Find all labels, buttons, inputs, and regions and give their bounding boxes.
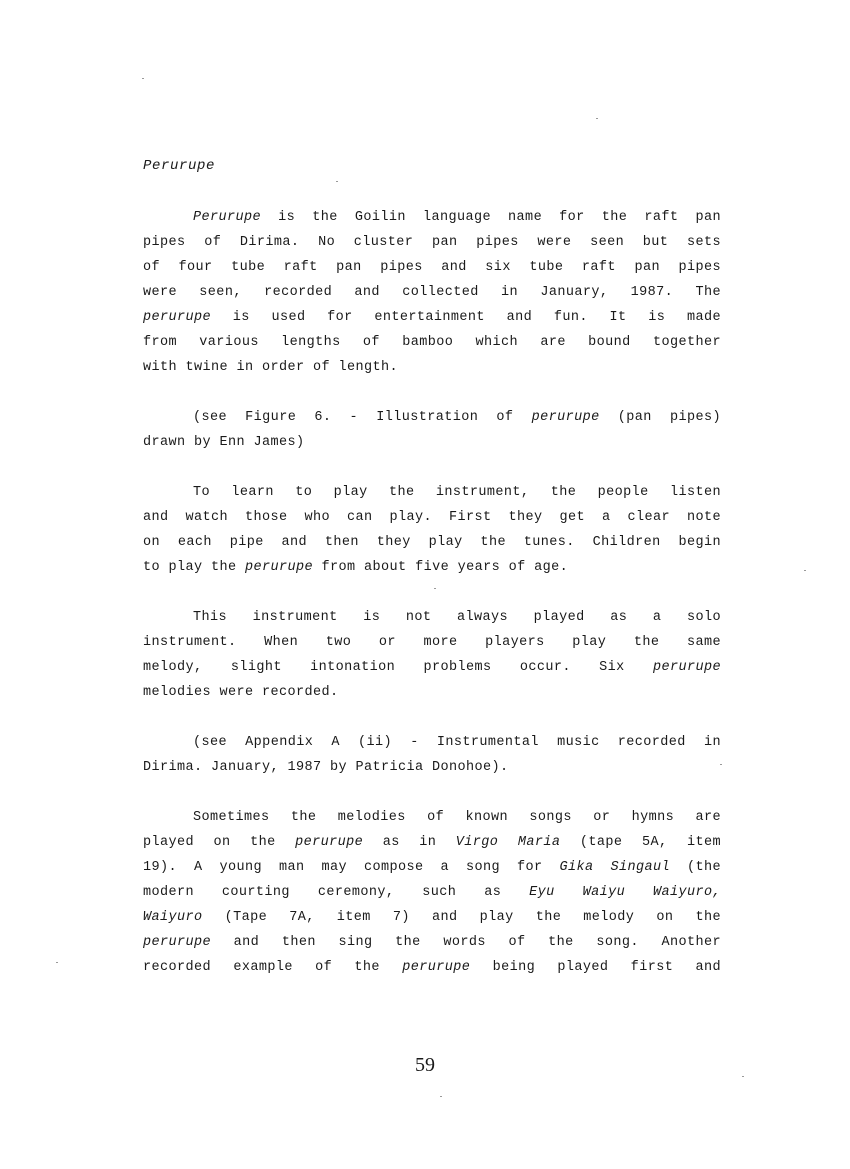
paragraph [143, 608, 721, 708]
scan-speck [142, 78, 144, 79]
text-line [143, 433, 721, 458]
italic-term: perurupe [245, 560, 314, 575]
text-line [143, 933, 721, 958]
page-number: 59 [415, 1054, 435, 1076]
italic-term: Waiyuro [143, 910, 203, 925]
text-run: from various lengths of bamboo which are bound together [143, 335, 721, 350]
text-run: melody, slight intonation problems occur. Six [143, 660, 653, 675]
text-run: pipes of Dirima. No cluster pan pipes were seen but sets [143, 235, 721, 250]
text-run: (see Appendix A (ii) - Instrumental music recorded in [193, 735, 721, 750]
text-run: instrument. When two or more players play the same [143, 635, 721, 650]
text-line [143, 758, 721, 783]
text-line [143, 308, 721, 333]
text-line [143, 258, 721, 283]
text-line [143, 958, 721, 983]
scan-speck [440, 1096, 442, 1097]
scan-speck [56, 962, 58, 963]
text-run: with twine in order of length. [143, 360, 399, 375]
text-run: from about five years of age. [313, 560, 569, 575]
text-run: To learn to play the instrument, the people listen [193, 485, 721, 500]
text-line [143, 208, 721, 233]
scan-speck [804, 570, 806, 571]
text-run: being played first and [470, 960, 721, 975]
text-line [143, 883, 721, 908]
text-line [143, 483, 721, 508]
text-line [143, 358, 721, 383]
body-text [143, 208, 721, 1008]
text-line [143, 658, 721, 683]
text-run: melodies were recorded. [143, 685, 339, 700]
italic-term: perurupe [143, 310, 212, 325]
text-run: (pan pipes) [599, 410, 721, 425]
italic-term: Perurupe [193, 210, 262, 225]
text-line [143, 733, 721, 758]
scan-speck [336, 181, 338, 182]
text-run: is used for entertainment and fun. It is made [211, 310, 721, 325]
text-run: on each pipe and then they play the tunes. Children begin [143, 535, 721, 550]
text-run: (Tape 7A, item 7) and play the melody on the [202, 910, 721, 925]
italic-term: Gika Singaul [559, 860, 670, 875]
italic-term: Virgo Maria [455, 835, 561, 850]
text-run: drawn by Enn James) [143, 435, 305, 450]
text-line [143, 808, 721, 833]
text-run: (the [669, 860, 721, 875]
text-line [143, 858, 721, 883]
text-line [143, 558, 721, 583]
text-line [143, 233, 721, 258]
text-run: to play the [143, 560, 246, 575]
text-line [143, 633, 721, 658]
paragraph [143, 408, 721, 458]
italic-term: perurupe [531, 410, 600, 425]
text-line [143, 908, 721, 933]
text-line [143, 683, 721, 708]
italic-term: perurupe [652, 660, 721, 675]
paragraph [143, 208, 721, 383]
paragraph [143, 808, 721, 983]
text-run: 19). A young man may compose a song for [143, 860, 560, 875]
scan-speck [720, 764, 722, 765]
scan-speck [434, 588, 436, 589]
text-line [143, 283, 721, 308]
text-run: recorded example of the [143, 960, 403, 975]
text-line [143, 533, 721, 558]
text-line [143, 508, 721, 533]
text-line [143, 608, 721, 633]
text-line [143, 833, 721, 858]
text-run: is the Goilin language name for the raft pan [261, 210, 721, 225]
italic-term: perurupe [402, 960, 471, 975]
text-run: Dirima. January, 1987 by Patricia Donohoe). [143, 760, 509, 775]
text-run: Sometimes the melodies of known songs or hymns are [193, 810, 721, 825]
scan-speck [742, 1076, 744, 1077]
text-run: played on the [143, 835, 296, 850]
text-run: as in [363, 835, 456, 850]
text-run: and then sing the words of the song. Another [211, 935, 721, 950]
text-line [143, 333, 721, 358]
italic-term: perurupe [295, 835, 364, 850]
paragraph [143, 733, 721, 783]
scan-speck [596, 118, 598, 119]
text-run: modern courting ceremony, such as [143, 885, 530, 900]
section-heading: Perurupe [143, 158, 216, 174]
text-run: of four tube raft pan pipes and six tube raft pan pipes [143, 260, 721, 275]
text-run: were seen, recorded and collected in January, 1987. The [143, 285, 721, 300]
text-run: (see Figure 6. - Illustration of [193, 410, 532, 425]
italic-term: perurupe [143, 935, 212, 950]
text-line [143, 408, 721, 433]
paragraph [143, 483, 721, 583]
italic-term: Eyu Waiyu Waiyuro, [529, 885, 721, 900]
text-run: and watch those who can play. First they get a clear note [143, 510, 721, 525]
text-run: This instrument is not always played as a solo [193, 610, 721, 625]
text-run: (tape 5A, item [560, 835, 721, 850]
